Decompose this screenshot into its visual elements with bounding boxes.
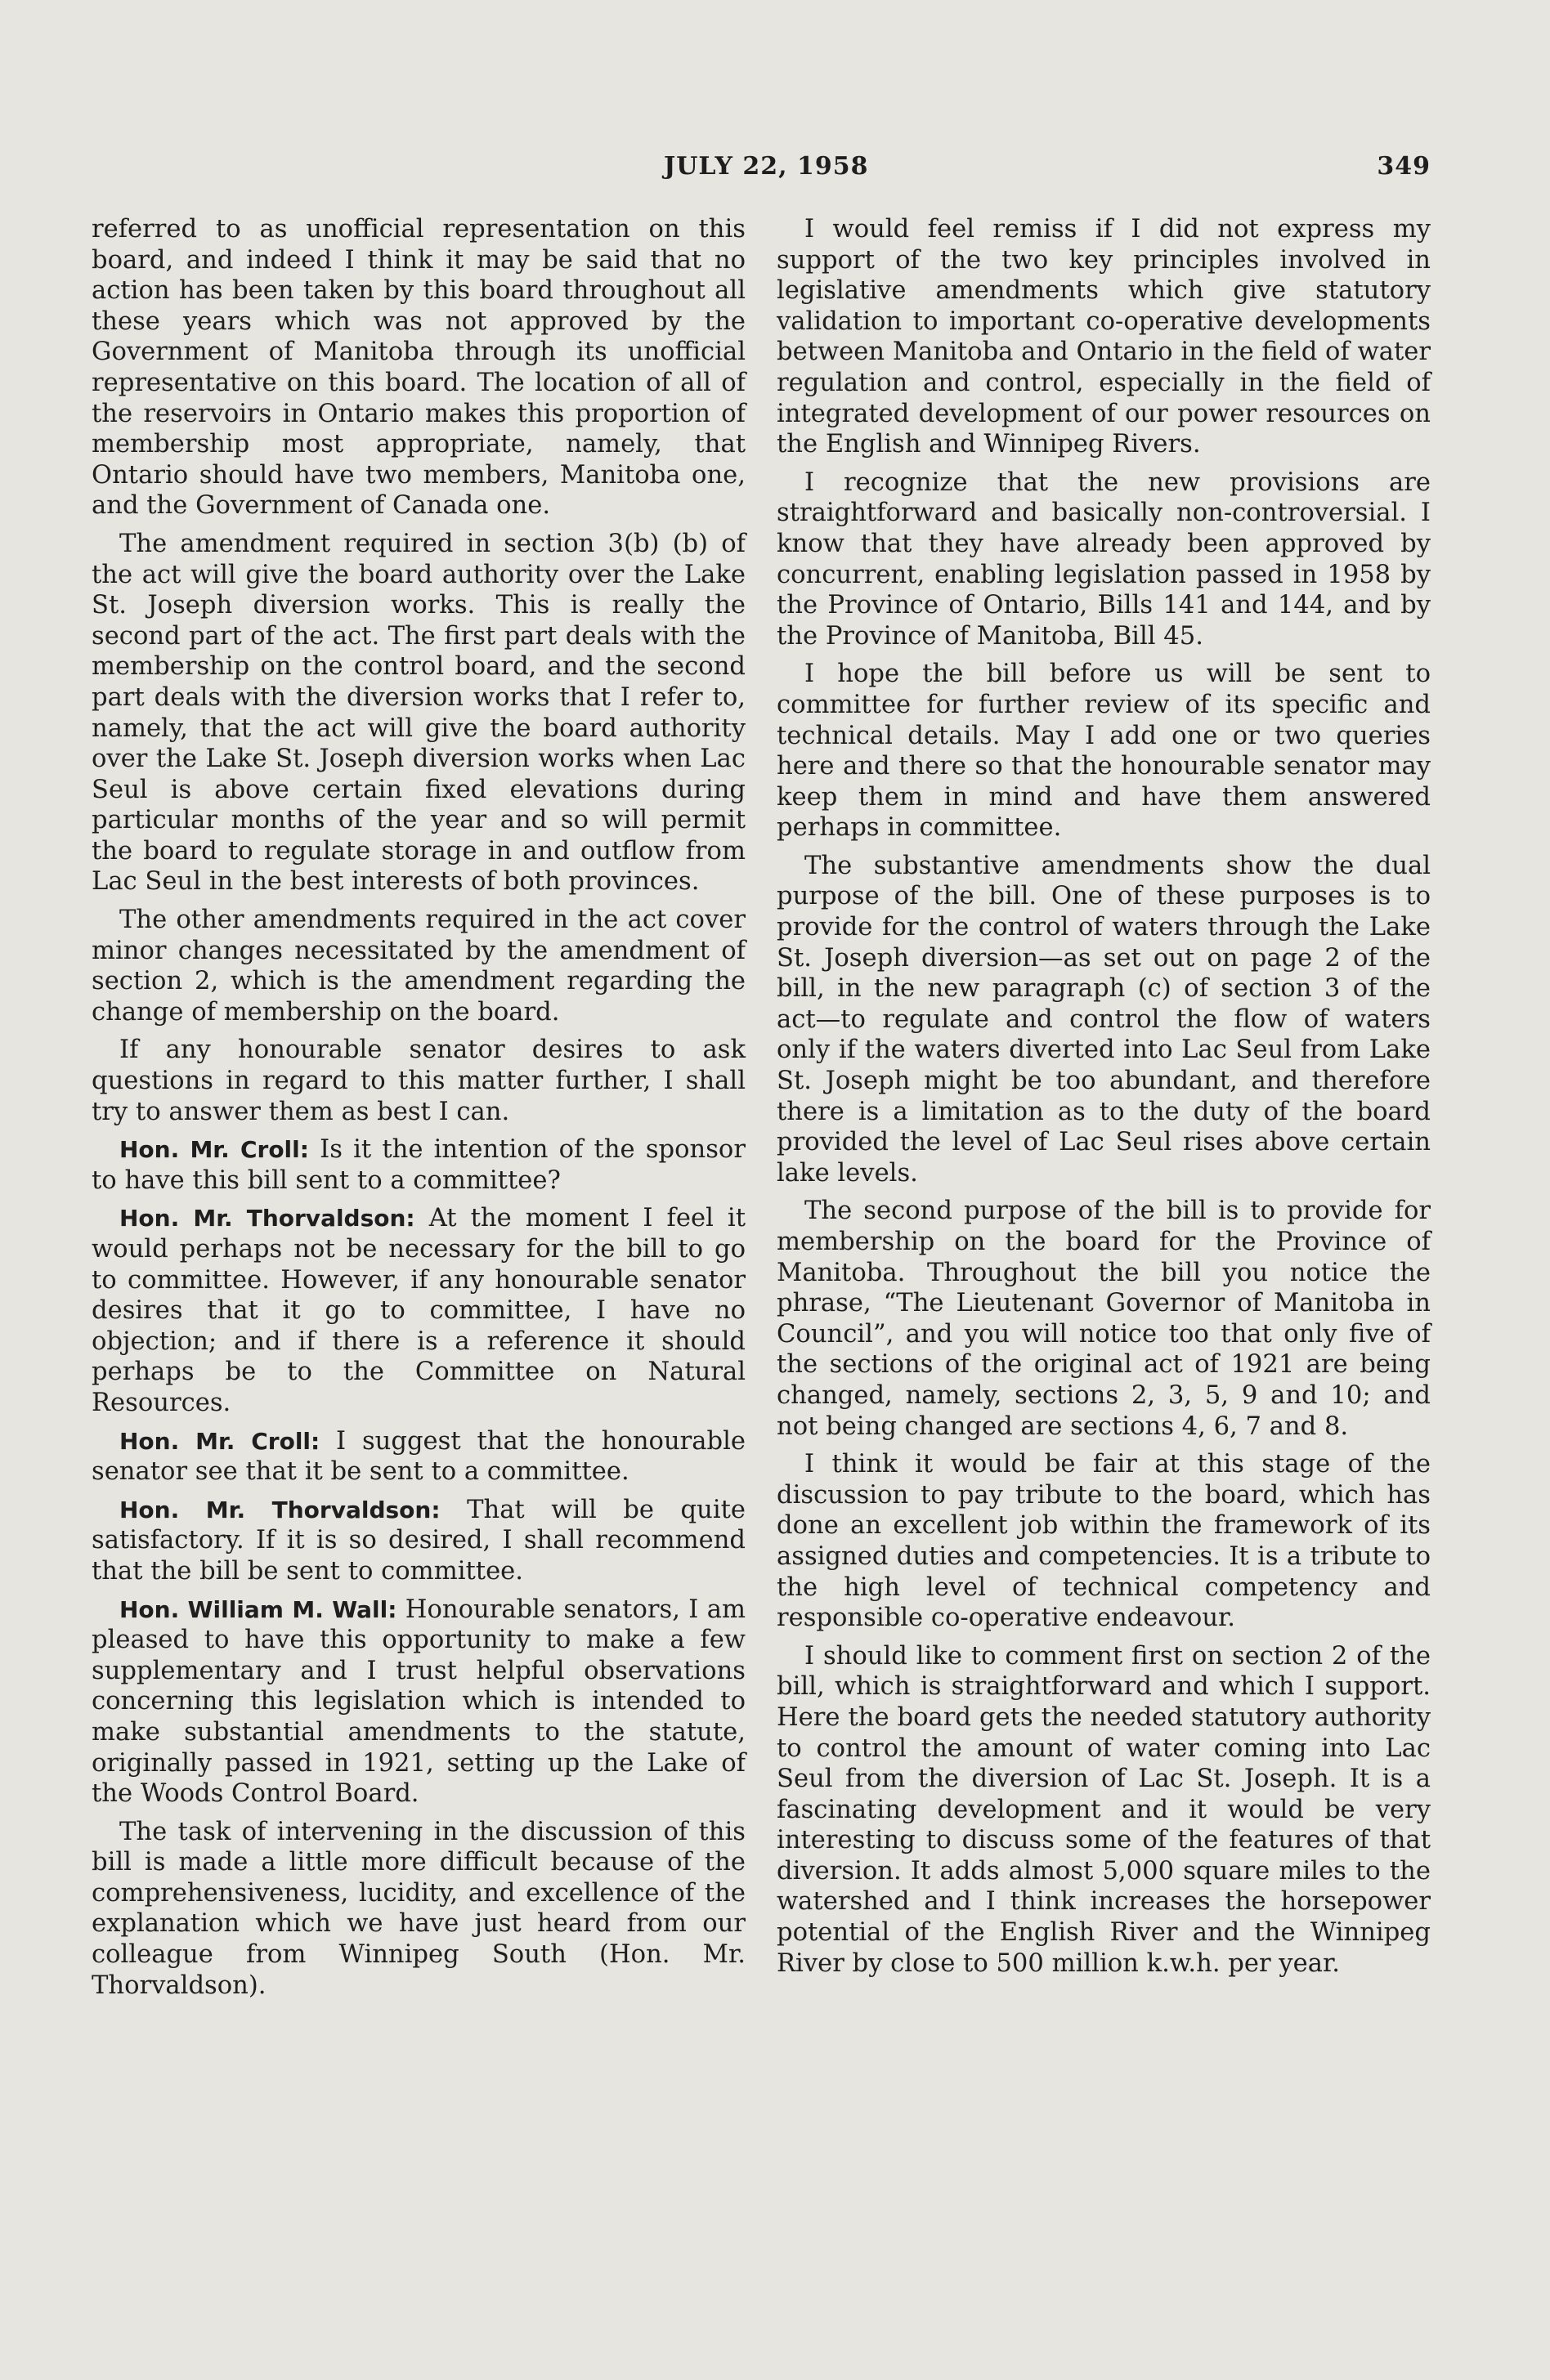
speech-text: I suggest that the honourable senator see that it be sent to a committee. [92, 1426, 746, 1487]
paragraph: I think it would be fair at this stage of the discussion to pay tribute to the board, which has done an excellent job within the framework of its assigned duties and competencies. It is a tribute to the high level of technical competency and responsible co-operative endeavour. [777, 1450, 1431, 1633]
paragraph: I should like to comment first on section 2 of the bill, which is straightforward and which I support. Here the board gets the needed statutory authority to control the amount of water coming into Lac Seul from the diversion of Lac St. Joseph. It is a fascinating development and it would be very interesting to discuss some of the features of that diversion. It adds almost 5,000 square miles to the watershed and I think increases the horsepower potential of the English River and the Winnipeg River by close to 500 million k.w.h. per year. [777, 1641, 1431, 1978]
paragraph: I recognize that the new provisions are straightforward and basically non-controversial. I know that they have already been approved by concurrent, enabling legislation passed in 1958 by the Province of Ontario, Bills 141 and 144, and by the Province of Manitoba, Bill 45. [777, 468, 1431, 651]
paragraph: referred to as unofficial representation on this board, and indeed I think it may be said that no action has been taken by this board throughout all these years which was not approved by the Government of Manitoba through its unofficial representative on this board. The location of all of the reservoirs in Ontario makes this proportion of membership most appropriate, namely, that Ontario should have two members, Manitoba one, and the Government of Canada one. [92, 215, 746, 521]
speaker-name: Hon. Mr. Croll: [119, 1427, 320, 1455]
left-column [92, 214, 746, 2008]
page-header [0, 152, 1550, 190]
paragraph: The amendment required in section 3(b) (b) of the act will give the board authority over the Lake St. Joseph diversion works. This is really the second part of the act. The first part deals with the membership on the control board, and the second part deals with the diversion works that I refer to, namely, that the act will give the board authority over the Lake St. Joseph diversion works when Lac Seul is above certain fixed elevations during particular months of the year and so will permit the board to regulate storage in and outflow from Lac Seul in the best interests of both provinces. [92, 529, 746, 897]
paragraph: The substantive amendments show the dual purpose of the bill. One of these purposes is to provide for the control of waters through the Lake St. Joseph diversion—as set out on page 2 of the bill, in the new paragraph (c) of section 3 of the act—to regulate and control the flow of waters only if the waters diverted into Lac Seul from Lake St. Joseph might be too abundant, and therefore there is a limitation as to the duty of the board provided the level of Lac Seul rises above certain lake levels. [777, 851, 1431, 1188]
paragraph: The task of intervening in the discussion of this bill is made a little more difficult because of the comprehensiveness, lucidity, and excellence of the explanation which we have just heard from our colleague from Winnipeg South (Hon. Mr. Thorvaldson). [92, 1817, 746, 2000]
speech-text: Is it the intention of the sponsor to have this bill sent to a committee? [92, 1135, 746, 1195]
paragraph: If any honourable senator desires to ask questions in regard to this matter further, I shall try to answer them as best I can. [92, 1036, 746, 1126]
page-number: 349 [1377, 152, 1431, 181]
speaker-name: Hon. Mr. Thorvaldson: [119, 1205, 415, 1232]
speech-text: Honourable senators, I am pleased to have this opportunity to make a few supplementary and I trust helpful observations concerning this legislation which is intended to make substantial amendments to the statute, originally passed in 1921, setting up the Lake of the Woods Control Board. [92, 1595, 746, 1809]
right-column [777, 214, 1431, 1986]
speech-text: That will be quite satisfactory. If it is so desired, I shall recommend that the bill be sent to committee. [92, 1495, 746, 1586]
speaker-name: Hon. William M. Wall: [119, 1595, 397, 1623]
speech-paragraph [92, 1595, 746, 1810]
speaker-name: Hon. Mr. Thorvaldson: [119, 1496, 441, 1523]
speech-paragraph [92, 1203, 746, 1418]
page-date: JULY 22, 1958 [664, 152, 869, 181]
speech-paragraph [92, 1495, 746, 1587]
speaker-name: Hon. Mr. Croll: [119, 1136, 309, 1164]
speech-text: At the moment I feel it would perhaps not be necessary for the bill to go to committee. However, if any honourable senator desires that it go to committee, I have no objection; and if there is a reference it should perhaps be to the Committee on Natural Resources. [92, 1204, 746, 1417]
paragraph: The second purpose of the bill is to provide for membership on the board for the Province of Manitoba. Throughout the bill you notice the phrase, “The Lieutenant Governor of Manitoba in Council”, and you will notice too that only five of the sections of the original act of 1921 are being changed, namely, sections 2, 3, 5, 9 and 10; and not being changed are sections 4, 6, 7 and 8. [777, 1197, 1431, 1441]
speech-paragraph [92, 1134, 746, 1196]
paragraph: The other amendments required in the act cover minor changes necessitated by the amendment of section 2, which is the amendment regarding the change of membership on the board. [92, 906, 746, 1027]
speech-paragraph [92, 1426, 746, 1488]
paragraph: I would feel remiss if I did not express my support of the two key principles involved in legislative amendments which give statutory validation to important co-operative developments between Manitoba and Ontario in the field of water regulation and control, especially in the field of integrated development of our power resources on the English and Winnipeg Rivers. [777, 215, 1431, 459]
paragraph: I hope the bill before us will be sent to committee for further review of its specific and technical details. May I add one or two queries here and there so that the honourable senator may keep them in mind and have them answered perhaps in committee. [777, 660, 1431, 843]
